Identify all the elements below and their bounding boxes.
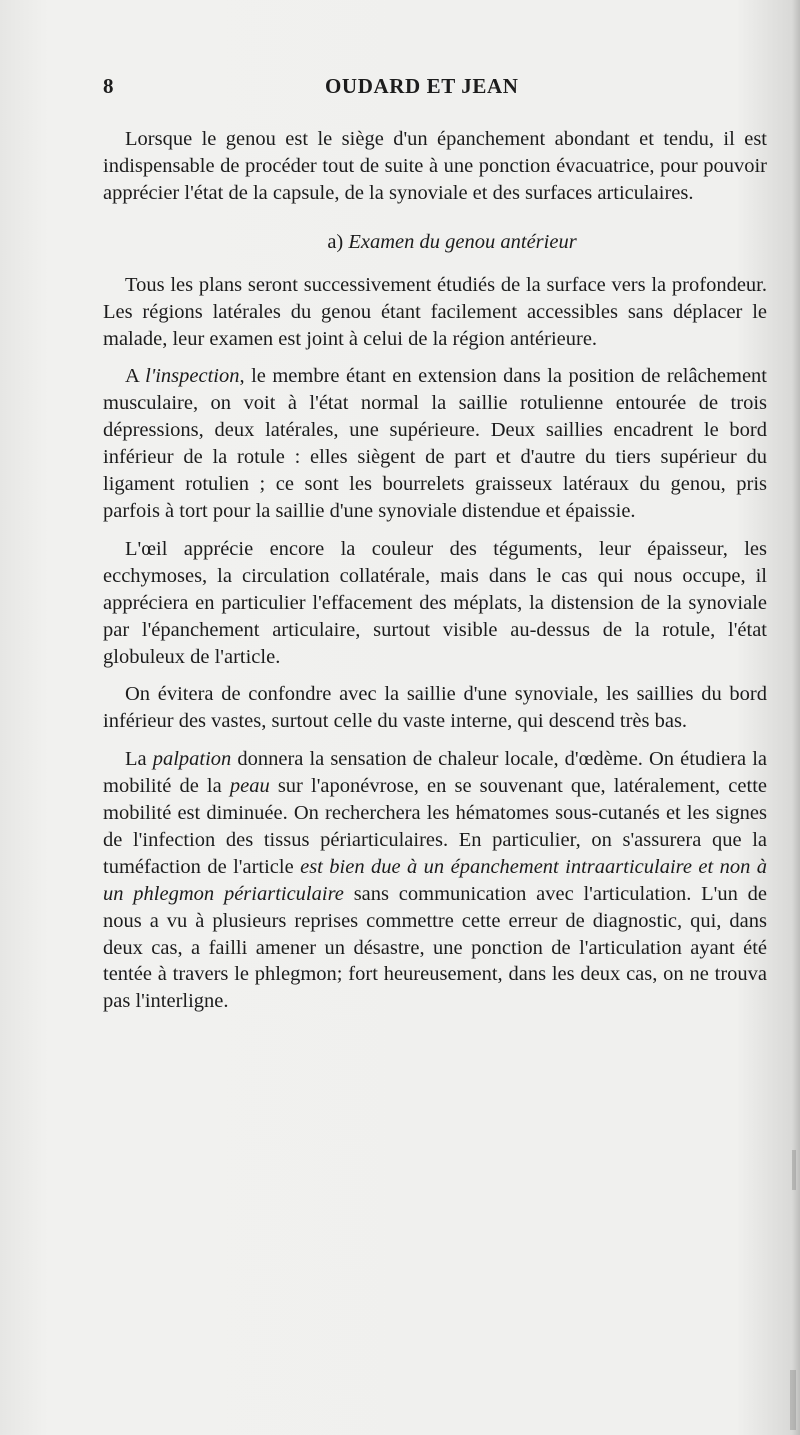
section-heading: [103, 229, 767, 255]
italic-text: est bien due à un épanchement intraarticulaire et non à un phlegmon périarticulaire: [103, 855, 767, 905]
paragraph: [103, 746, 767, 1015]
scan-edge-mark: [790, 1370, 796, 1430]
italic-text: palpation: [152, 748, 232, 771]
paragraph: [103, 536, 767, 671]
page-number: 8: [103, 74, 114, 98]
text-run: La: [125, 748, 153, 771]
page-header: [103, 74, 767, 104]
italic-text: Examen du genou antérieur: [348, 230, 577, 253]
text-run: , le membre étant en extension dans la position de relâchement musculaire, on voit à l'état normal la saillie rotulienne entourée de trois dépressions, deux latérales, une supérieure. Deux saillies encadrent le bord inférieur de la rotule : elles siègent de part et d'autre du tiers supérieur du ligament rotulien ; ce sont les bourrelets graisseux latéraux du genou, pris parfois à tort pour la saillie d'une synoviale distendue et épaissie.: [103, 365, 767, 522]
scan-edge-mark: [792, 1150, 796, 1190]
page-body: [103, 126, 767, 1026]
text-run: donnera la sensation de chaleur locale, d'œdème. On étudiera la mobilité de la: [103, 748, 767, 798]
text-run: sur l'aponévrose, en se souvenant que, latéralement, cette mobilité est diminuée. On recherchera les hématomes sous-cutanés et les signes de l'infection des tissus périarticulaires. En particulier, on s'assurera que la tuméfaction de l'article: [103, 775, 767, 878]
text-run: On évitera de confondre avec la saillie d'une synoviale, les saillies du bord inférieur des vastes, surtout celle du vaste interne, qui descend très bas.: [103, 683, 767, 733]
text-run: L'œil apprécie encore la couleur des téguments, leur épaisseur, les ecchymoses, la circulation collatérale, mais dans le cas qui nous occupe, il appréciera en particulier l'effacement des méplats, la distension de la synoviale par l'épanchement articulaire, surtout visible au-dessus de la rotule, l'état globuleux de l'article.: [103, 537, 767, 668]
running-head: OUDARD ET JEAN: [325, 74, 519, 98]
text-run: sans communication avec l'articulation. L'un de nous a vu à plusieurs reprises commettre cette erreur de diagnostic, qui, dans deux cas, a failli amener un désastre, une ponction de l'articulation ayant été tentée à travers le phlegmon; fort heureusement, dans les deux cas, on ne trouva pas l'interligne.: [103, 882, 768, 1013]
paragraph: [103, 681, 767, 735]
paragraph: [103, 272, 767, 353]
paragraph: [103, 126, 767, 207]
text-run: A: [125, 365, 146, 388]
italic-text: l'inspection: [145, 365, 240, 388]
text-run: Tous les plans seront successivement étudiés de la surface vers la profondeur. Les régions latérales du genou étant facilement accessibles sans déplacer le malade, leur examen est joint à celui de la région antérieure.: [103, 273, 767, 350]
text-run: a): [327, 230, 349, 253]
italic-text: peau: [229, 775, 270, 798]
paragraph: [103, 363, 767, 524]
text-run: Lorsque le genou est le siège d'un épanchement abondant et tendu, il est indispensable de procéder tout de suite à une ponction évacuatrice, pour pouvoir apprécier l'état de la capsule, de la synoviale et des surfaces articulaires.: [103, 128, 767, 204]
